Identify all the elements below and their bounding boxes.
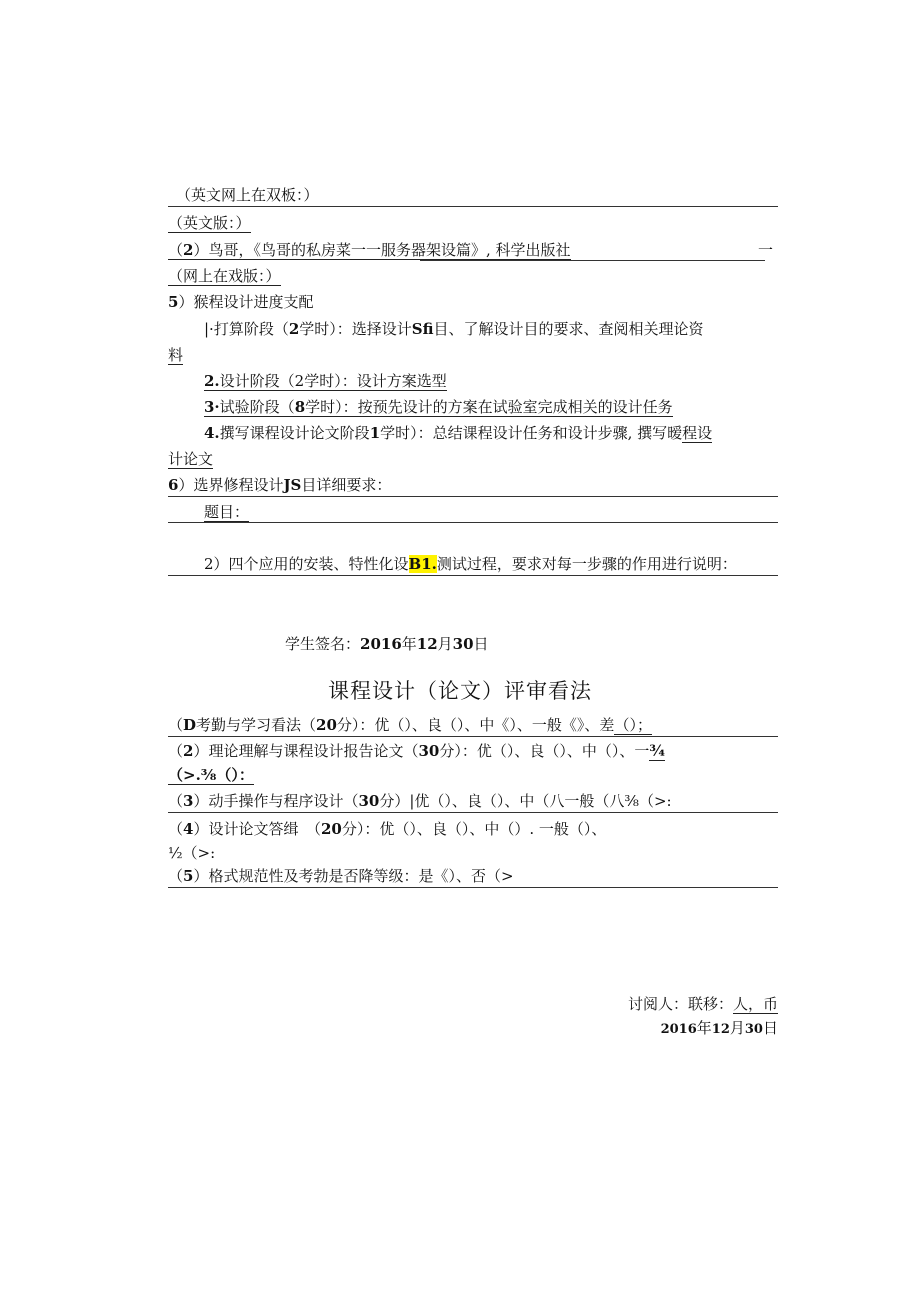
progress-heading bbox=[168, 292, 778, 312]
rule-7 bbox=[168, 812, 778, 813]
rule-4 bbox=[168, 522, 778, 523]
requirements-topic-label: 题目： bbox=[204, 503, 250, 521]
requirements-heading-c: 目详细要求： bbox=[301, 476, 392, 494]
rule-2 bbox=[420, 260, 765, 261]
ref-line-online-play bbox=[168, 266, 778, 286]
evaluation-row-2-c: ）理论理解与课程设计报告论文（ bbox=[193, 742, 419, 760]
ref-book-tail: 一 bbox=[758, 241, 774, 259]
requirements-heading-a: ）选界修程设计 bbox=[178, 476, 284, 494]
ref-book-text: 鸟哥，《鸟哥的私房菜一一服务器架设篇》, 科学出版社 bbox=[208, 241, 571, 259]
evaluation-row-4-wrap-text: ½（>: bbox=[168, 844, 216, 862]
rule-8 bbox=[168, 887, 778, 888]
requirements-item-2-a: 2）四个应用的安装、特性化设 bbox=[204, 555, 409, 573]
ref-book-number: 2 bbox=[183, 241, 194, 259]
progress-item-2 bbox=[204, 371, 778, 391]
progress-item-1 bbox=[204, 319, 778, 339]
progress-item-4-wrap bbox=[168, 449, 778, 469]
requirements-item-2-b: 测试过程，要求对每一步骤的作用进行说明： bbox=[436, 555, 737, 573]
evaluation-row-1-e: 分）：优（）、良（）、中《）、一般《》、差 bbox=[336, 716, 615, 734]
student-signature bbox=[285, 634, 585, 654]
evaluation-row-4-score: 20 bbox=[320, 820, 342, 838]
evaluation-row-3 bbox=[168, 791, 778, 811]
progress-item-4-d: 程设 bbox=[682, 424, 713, 442]
evaluation-row-2 bbox=[168, 741, 778, 761]
requirements-heading-number: 6 bbox=[168, 476, 179, 494]
student-signature-label: 学生签名： bbox=[285, 635, 361, 653]
ref-line-online-double-text: （英文网上在双板：） bbox=[176, 186, 319, 204]
evaluation-row-1-number: D bbox=[183, 716, 197, 734]
evaluation-row-3-e: 分）|优（）、良（）、中（八一般（八⅜（>: bbox=[379, 792, 672, 810]
evaluation-row-2-f: ¾ bbox=[649, 742, 666, 760]
requirements-item-2-highlight: B1. bbox=[408, 555, 437, 573]
evaluation-row-3-score: 30 bbox=[358, 792, 380, 810]
evaluation-row-4-number: 4 bbox=[183, 820, 194, 838]
rule-5 bbox=[168, 575, 778, 576]
reviewer-date-month-suffix: 月 bbox=[729, 1019, 745, 1037]
evaluation-row-1-score: 20 bbox=[316, 716, 337, 734]
evaluation-row-1 bbox=[168, 715, 778, 735]
student-signature-month-suffix: 月 bbox=[437, 635, 453, 653]
progress-item-1-a: |·打算阶段（ bbox=[204, 320, 289, 338]
evaluation-row-3-a: （ bbox=[168, 792, 184, 810]
progress-heading-text: ）猴程设计进度支配 bbox=[178, 293, 314, 311]
evaluation-row-4-c: ）设计论文答缉 （ bbox=[193, 820, 321, 838]
progress-heading-number: 5 bbox=[168, 293, 179, 311]
evaluation-row-5-c: ）格式规范性及考勃是否降等级：是《）、否（> bbox=[193, 867, 514, 885]
ref-line-online-double bbox=[176, 185, 786, 205]
reviewer-date-year: 2016 bbox=[660, 1022, 697, 1037]
progress-item-3-hours: 8 bbox=[294, 398, 306, 416]
evaluation-row-2-wrap-text: （>.⅜（）： bbox=[168, 766, 254, 784]
requirements-topic bbox=[204, 502, 778, 522]
ref-line-book: （2）鸟哥，《鸟哥的私房菜一一服务器架设篇》, 科学出版社 一 bbox=[168, 241, 774, 259]
progress-item-1-c: 学时）：选择设计 bbox=[299, 320, 412, 338]
reviewer-date bbox=[168, 1018, 778, 1040]
rule-1 bbox=[168, 206, 778, 207]
requirements-item-2 bbox=[204, 554, 778, 574]
progress-item-3-a: 试验阶段（ bbox=[219, 398, 295, 416]
progress-item-1-wrap bbox=[168, 345, 778, 365]
progress-item-4-a: 撰写课程设计论文阶段 bbox=[219, 424, 370, 442]
evaluation-row-1-f: （）； bbox=[614, 716, 652, 734]
evaluation-row-4-wrap bbox=[168, 843, 778, 863]
progress-item-4-number: 4. bbox=[204, 424, 220, 442]
student-signature-year: 2016 bbox=[360, 635, 402, 653]
evaluation-row-2-wrap bbox=[168, 765, 778, 785]
evaluation-row-1-a: （ bbox=[168, 716, 184, 734]
progress-item-1-code: Sfi bbox=[411, 320, 434, 338]
student-signature-month: 12 bbox=[416, 635, 438, 653]
evaluation-row-3-number: 3 bbox=[183, 792, 194, 810]
requirements-heading-code: JS bbox=[283, 476, 302, 494]
progress-item-2-number: 2. bbox=[204, 372, 220, 390]
reviewer-date-month: 12 bbox=[711, 1022, 730, 1037]
evaluation-row-4-a: （ bbox=[168, 820, 184, 838]
rule-3 bbox=[168, 496, 778, 497]
progress-item-4-wrap-text: 计论文 bbox=[168, 450, 214, 468]
evaluation-row-5-a: （ bbox=[168, 867, 184, 885]
requirements-heading bbox=[168, 475, 778, 495]
progress-item-1-e: 目、了解设计目的要求、查阅相关理论资 bbox=[433, 320, 704, 338]
rule-6 bbox=[168, 736, 778, 737]
evaluation-row-5 bbox=[168, 866, 778, 886]
progress-item-3-c: 学时）：按预先设计的方案在试验室完成相关的设计任务 bbox=[305, 398, 673, 416]
evaluation-row-4-e: 分）：优（）、良（）、中（）. 一般（）、 bbox=[341, 820, 607, 838]
reviewer-label: 讨阅人：联移： bbox=[627, 995, 733, 1013]
progress-item-3 bbox=[204, 397, 778, 417]
reviewer-date-day: 30 bbox=[744, 1022, 763, 1037]
progress-item-4 bbox=[204, 423, 778, 443]
student-signature-day: 30 bbox=[452, 635, 474, 653]
progress-item-1-hours: 2 bbox=[288, 320, 300, 338]
evaluation-row-4 bbox=[168, 819, 778, 839]
student-signature-day-suffix: 日 bbox=[473, 635, 489, 653]
progress-item-1-wrap-text: 料 bbox=[168, 346, 184, 364]
reviewer-line bbox=[168, 994, 778, 1014]
ref-line-english bbox=[168, 213, 778, 233]
evaluation-row-3-c: ）动手操作与程序设计（ bbox=[193, 792, 359, 810]
evaluation-row-2-e: 分）：优（）、良（）、中（）、一 bbox=[439, 742, 650, 760]
student-signature-year-suffix: 年 bbox=[401, 635, 417, 653]
progress-item-2-text: 设计阶段（2学时）：设计方案选型 bbox=[219, 372, 447, 390]
progress-item-3-number: 3· bbox=[204, 398, 220, 416]
reviewer-date-day-suffix: 日 bbox=[762, 1019, 778, 1037]
evaluation-row-2-number: 2 bbox=[183, 742, 194, 760]
evaluation-row-2-score: 30 bbox=[418, 742, 440, 760]
evaluation-row-1-c: 考勤与学习看法（ bbox=[196, 716, 317, 734]
progress-item-4-hours: 1 bbox=[369, 424, 381, 442]
ref-line-english-text: （英文版：） bbox=[168, 214, 251, 232]
evaluation-title: 课程设计（论文）评审看法 bbox=[328, 679, 592, 703]
evaluation-row-5-number: 5 bbox=[183, 867, 194, 885]
progress-item-4-c: 学时）：总结课程设计任务和设计步骤, 撰写暧 bbox=[380, 424, 683, 442]
evaluation-row-2-a: （ bbox=[168, 742, 184, 760]
reviewer-date-year-suffix: 年 bbox=[696, 1019, 712, 1037]
reviewer-name: 人，币 bbox=[732, 995, 778, 1013]
ref-line-online-play-text: （网上在戏版：） bbox=[168, 267, 281, 285]
